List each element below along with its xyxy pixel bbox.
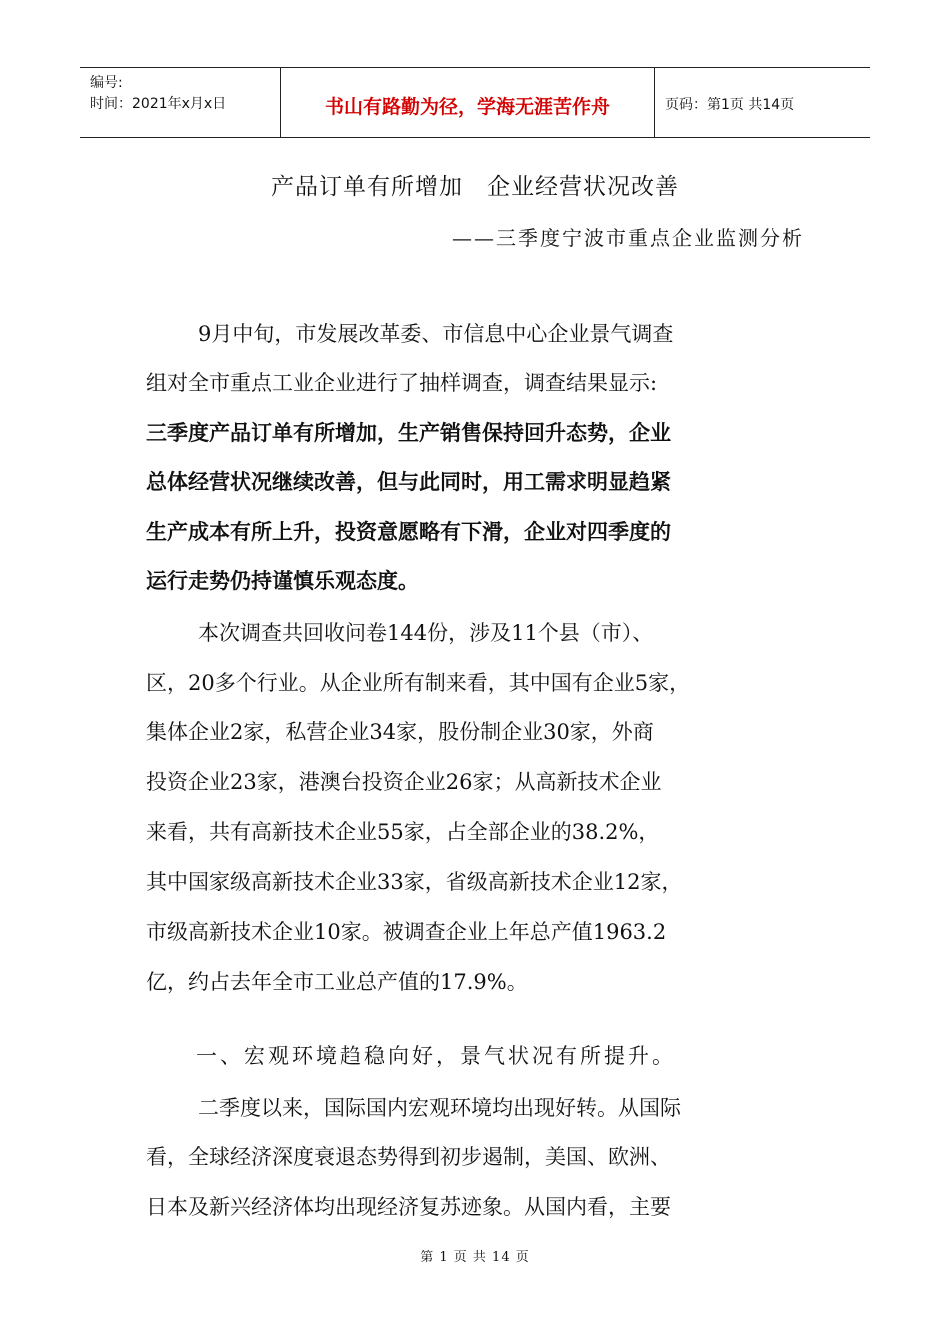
paragraph-line: 亿，约占去年全市工业总产值的17.9%。 <box>146 970 528 994</box>
paragraph-line: 组对全市重点工业企业进行了抽样调查，调查结果显示: <box>146 371 658 395</box>
document-number-label: 编号: <box>90 75 123 91</box>
header-page-info: 页码：第1页 共14页 <box>665 97 795 113</box>
paragraph-line: 二季度以来，国际国内宏观环境均出现好转。从国际 <box>198 1096 681 1120</box>
paragraph-line: 区，20多个行业。从企业所有制来看，其中国有企业5家， <box>146 671 691 695</box>
document-time-label: 时间：2021年x月x日 <box>90 96 227 112</box>
section-heading: 一、宏观环境趋稳向好，景气状况有所提升。 <box>196 1044 676 1068</box>
paragraph-line: 日本及新兴经济体均出现经济复苏迹象。从国内看，主要 <box>146 1195 671 1219</box>
paragraph-bold-line: 总体经营状况继续改善，但与此同时，用工需求明显趋紧 <box>146 470 671 494</box>
paragraph-line: 看，全球经济深度衰退态势得到初步遏制，美国、欧洲、 <box>146 1145 671 1169</box>
paragraph-line: 市级高新技术企业10家。被调查企业上年总产值1963.2 <box>146 920 667 944</box>
paragraph-line: 来看，共有高新技术企业55家，占全部企业的38.2%， <box>146 820 660 844</box>
paragraph-bold-line: 生产成本有所上升，投资意愿略有下滑，企业对四季度的 <box>146 520 671 544</box>
header-motto-cell <box>281 68 655 137</box>
header-motto: 书山有路勤为径，学海无涯苦作舟 <box>324 96 610 118</box>
paragraph-bold-line: 运行走势仍持谨慎乐观态度。 <box>146 569 419 593</box>
paragraph-line: 9月中旬，市发展改革委、市信息中心企业景气调查 <box>198 322 674 346</box>
document-title: 产品订单有所增加 企业经营状况改善 <box>271 174 679 200</box>
document-subtitle: ——三季度宁波市重点企业监测分析 <box>452 226 804 250</box>
paragraph-line: 本次调查共回收问卷144份，涉及11个县（市）、 <box>198 621 654 645</box>
paragraph-line: 投资企业23家，港澳台投资企业26家；从高新技术企业 <box>146 770 662 794</box>
header-meta-cell <box>80 68 281 137</box>
paragraph-bold-line: 三季度产品订单有所增加，生产销售保持回升态势，企业 <box>146 421 671 445</box>
paragraph-line: 集体企业2家，私营企业34家，股份制企业30家，外商 <box>146 720 654 744</box>
paragraph-line: 其中国家级高新技术企业33家，省级高新技术企业12家， <box>146 870 683 894</box>
header-page-cell <box>655 68 870 137</box>
page-footer: 第 1 页 共 14 页 <box>420 1250 530 1265</box>
page-header <box>80 67 870 138</box>
